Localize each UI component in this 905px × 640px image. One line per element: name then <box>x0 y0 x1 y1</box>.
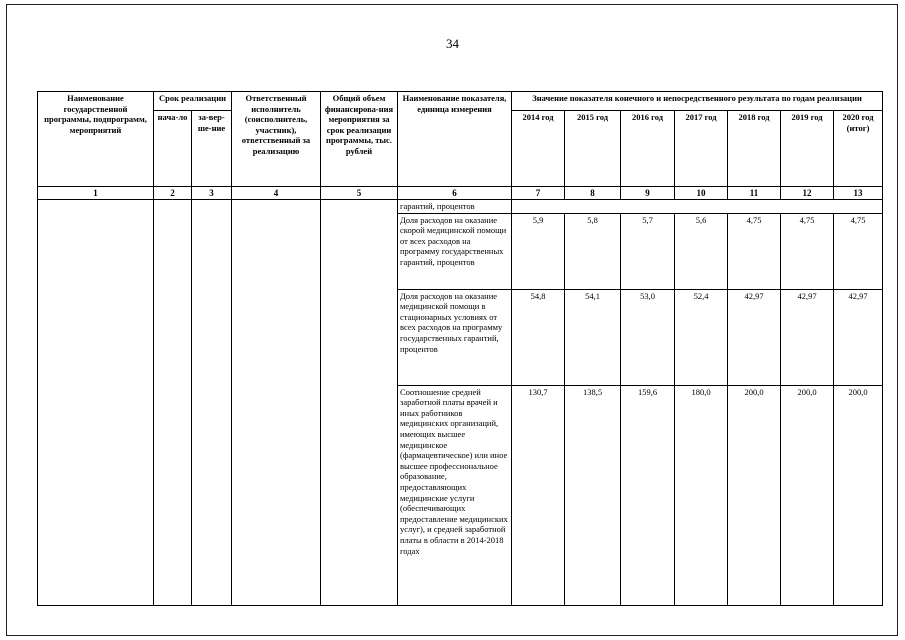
column-number: 2 <box>154 187 192 200</box>
header-year: 2020 год (итог) <box>834 111 883 187</box>
header-year: 2014 год <box>512 111 565 187</box>
executor-cell-empty <box>232 200 321 606</box>
header-year: 2018 год <box>728 111 781 187</box>
value-cell: 53,0 <box>621 289 675 385</box>
indicator-name: Доля расходов на оказание медицинской помощи в стационарных условиях от всех расходов на программу государственных гарантий, процентов <box>398 289 512 385</box>
start-cell-empty <box>154 200 192 606</box>
program-cell-empty <box>38 200 154 606</box>
value-cell: 200,0 <box>728 385 781 605</box>
header-financing: Общий объем финансирова-ния мероприятия за срок реализации программы, тыс. рублей <box>321 92 398 187</box>
indicator-continuation: гарантий, процентов <box>398 200 512 214</box>
value-cell: 52,4 <box>675 289 728 385</box>
header-executor: Ответственный исполнитель (соисполнитель, участник), ответственный за реализацию <box>232 92 321 187</box>
column-number: 1 <box>38 187 154 200</box>
value-cell: 42,97 <box>834 289 883 385</box>
indicator-name: Доля расходов на оказание скорой медицинской помощи от всех расходов на программу государственных гарантий, процентов <box>398 213 512 289</box>
column-numbers-row <box>38 187 883 200</box>
column-number: 7 <box>512 187 565 200</box>
header-indicator: Наименование показателя, единица измерения <box>398 92 512 187</box>
value-cell: 4,75 <box>781 213 834 289</box>
value-cell: 180,0 <box>675 385 728 605</box>
header-program: Наименование государственной программы, подпрограмм, мероприятий <box>38 92 154 187</box>
value-cell: 130,7 <box>512 385 565 605</box>
value-cell: 5,7 <box>621 213 675 289</box>
indicator-name: Соотношение средней заработной платы врачей и иных работников медицинских организаций, имеющих высшее медицинское (фармацевтическое) или иное высшее профессиональное образование, предоставляющих медицинские услуги (обеспечивающих предоставление медицинских услуг), и средней заработной платы в области в 2014-2018 годах <box>398 385 512 605</box>
value-cell: 42,97 <box>781 289 834 385</box>
value-cell: 5,9 <box>512 213 565 289</box>
value-cell: 159,6 <box>621 385 675 605</box>
value-cell: 42,97 <box>728 289 781 385</box>
value-cell: 5,6 <box>675 213 728 289</box>
column-number: 11 <box>728 187 781 200</box>
header-period: Срок реализации <box>154 92 232 111</box>
header-year: 2019 год <box>781 111 834 187</box>
values-continuation-empty <box>512 200 883 214</box>
value-cell: 5,8 <box>565 213 621 289</box>
continuation-row <box>38 200 883 214</box>
value-cell: 200,0 <box>781 385 834 605</box>
column-number: 10 <box>675 187 728 200</box>
column-number: 8 <box>565 187 621 200</box>
end-cell-empty <box>192 200 232 606</box>
financing-cell-empty <box>321 200 398 606</box>
column-number: 4 <box>232 187 321 200</box>
value-cell: 54,8 <box>512 289 565 385</box>
header-year: 2016 год <box>621 111 675 187</box>
header-period-start: нача-ло <box>154 111 192 187</box>
value-cell: 4,75 <box>834 213 883 289</box>
header-year: 2015 год <box>565 111 621 187</box>
value-cell: 200,0 <box>834 385 883 605</box>
value-cell: 4,75 <box>728 213 781 289</box>
value-cell: 138,5 <box>565 385 621 605</box>
column-number: 13 <box>834 187 883 200</box>
header-row-1 <box>38 92 883 111</box>
column-number: 5 <box>321 187 398 200</box>
column-number: 3 <box>192 187 232 200</box>
column-number: 12 <box>781 187 834 200</box>
indicator-table <box>37 91 883 606</box>
header-year: 2017 год <box>675 111 728 187</box>
column-number: 6 <box>398 187 512 200</box>
column-number: 9 <box>621 187 675 200</box>
header-values: Значение показателя конечного и непосредственного результата по годам реализации <box>512 92 883 111</box>
page-number: 34 <box>446 36 459 51</box>
header-period-end: за-вер-ше-ние <box>192 111 232 187</box>
value-cell: 54,1 <box>565 289 621 385</box>
